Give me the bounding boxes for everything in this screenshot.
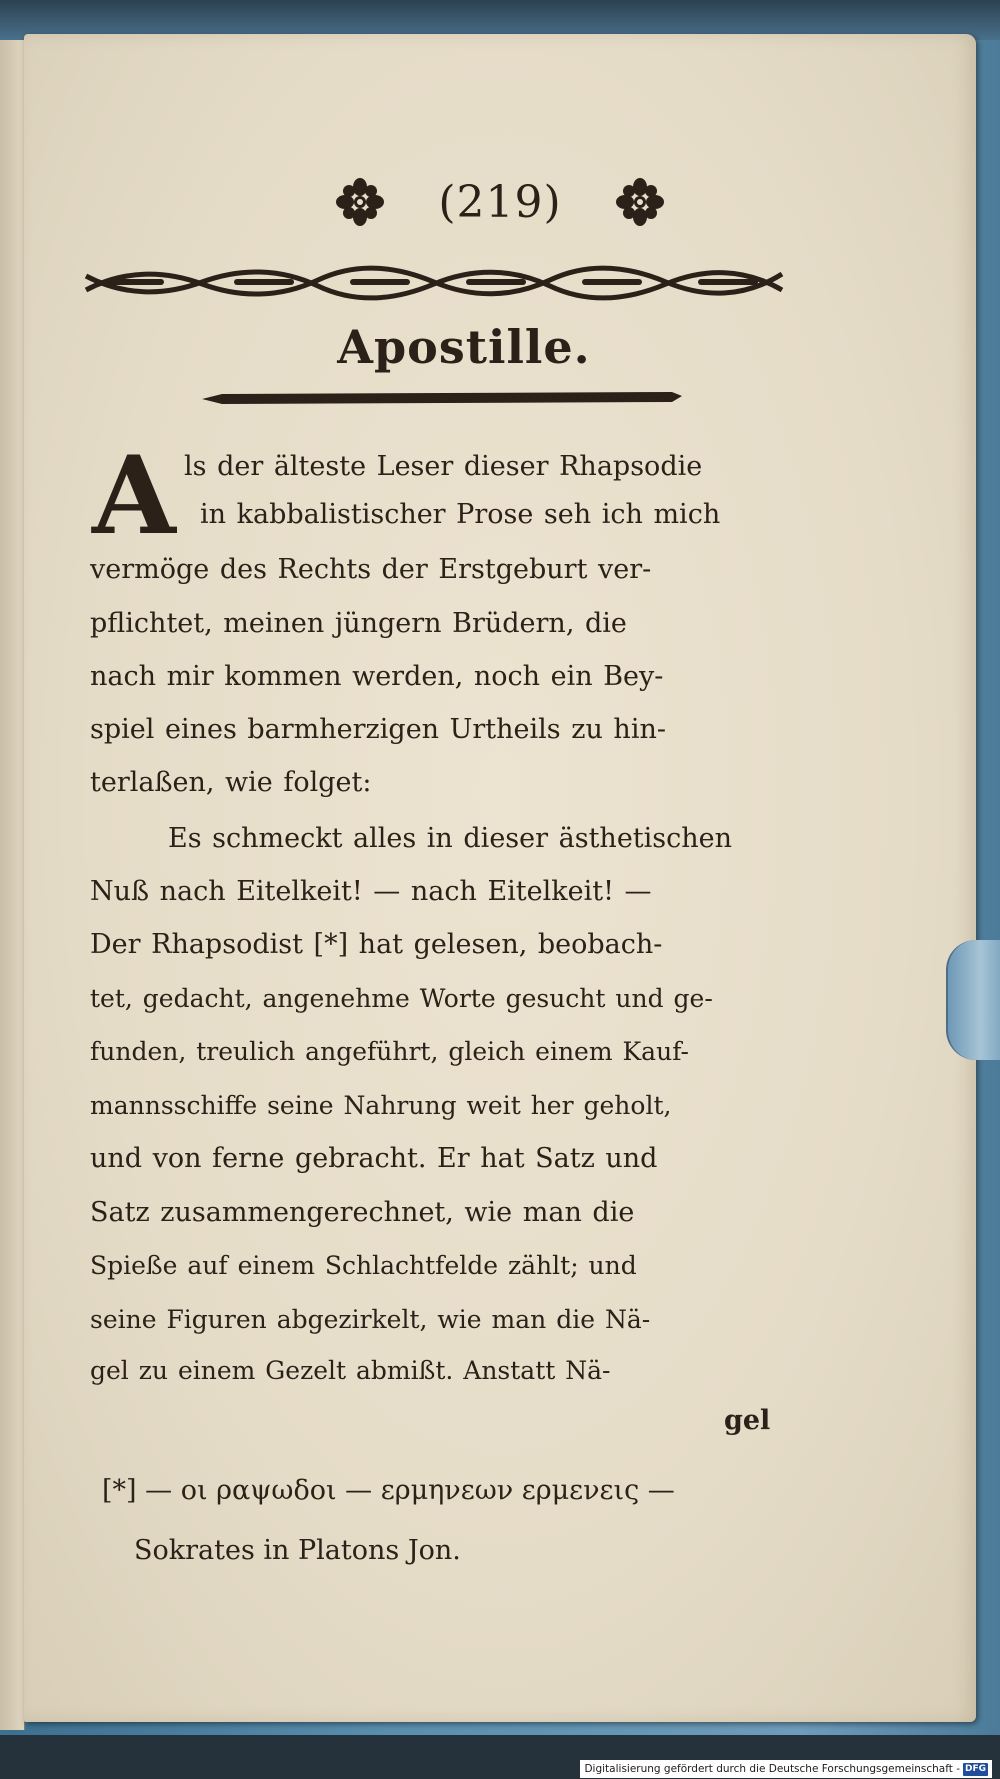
text-line: Der Rhapsodist [*] hat gelesen, beobach-: [90, 929, 663, 960]
text-line: funden, treulich angeführt, gleich einem Kauf-: [90, 1037, 690, 1066]
text-line: tet, gedacht, angenehme Worte gesucht und ge-: [90, 984, 713, 1013]
dfg-logo: DFG: [964, 1763, 986, 1774]
previous-page-edge: [0, 40, 25, 1730]
ornamental-border: [84, 260, 784, 304]
book-page: [24, 34, 976, 1722]
text-line: ls der älteste Leser dieser Rhapsodie: [184, 451, 703, 482]
text-line: spiel eines barmherzigen Urtheils zu hin-: [90, 714, 666, 745]
text-line: mannsschiffe seine Nahrung weit her geholt,: [90, 1091, 672, 1120]
title-rule: [202, 390, 682, 406]
page-number: (219): [438, 176, 562, 228]
text-line: pflichtet, meinen jüngern Brüdern, die: [90, 608, 627, 639]
chapter-title: Apostille.: [337, 320, 591, 374]
text-line: nach mir kommen werden, noch ein Bey-: [90, 661, 664, 692]
text-line: in kabbalistischer Prose seh ich mich: [200, 499, 721, 530]
catchword: gel: [724, 1405, 771, 1436]
text-line: Spieße auf einem Schlachtfelde zählt; und: [90, 1251, 637, 1280]
text-line: Nuß nach Eitelkeit! — nach Eitelkeit! —: [90, 876, 652, 907]
text-line: seine Figuren abgezirkelt, wie man die Nä-: [90, 1305, 651, 1334]
drop-cap: A: [92, 433, 176, 559]
text-line: vermöge des Rechts der Erstgeburt ver-: [90, 554, 652, 585]
book-clasp: [946, 940, 1000, 1060]
rosette-icon: [334, 176, 386, 228]
footnote-line: [*] — οι ραψωδοι — ερμηνεων ερμενεις —: [102, 1475, 675, 1506]
text-line: Satz zusammengerechnet, wie man die: [90, 1197, 635, 1228]
text-line: terlaßen, wie folget:: [90, 767, 372, 798]
text-line: gel zu einem Gezelt abmißt. Anstatt Nä-: [90, 1356, 611, 1385]
text-line: und von ferne gebracht. Er hat Satz und: [90, 1143, 658, 1174]
page-header: [24, 167, 976, 237]
rosette-icon: [614, 176, 666, 228]
digitization-credit: [580, 1760, 992, 1778]
text-line: Es schmeckt alles in dieser ästhetischen: [168, 823, 733, 854]
footnote-source: Sokrates in Platons Jon.: [134, 1535, 461, 1566]
credit-text: Digitalisierung gefördert durch die Deutsche Forschungsgemeinschaft -: [584, 1763, 960, 1775]
